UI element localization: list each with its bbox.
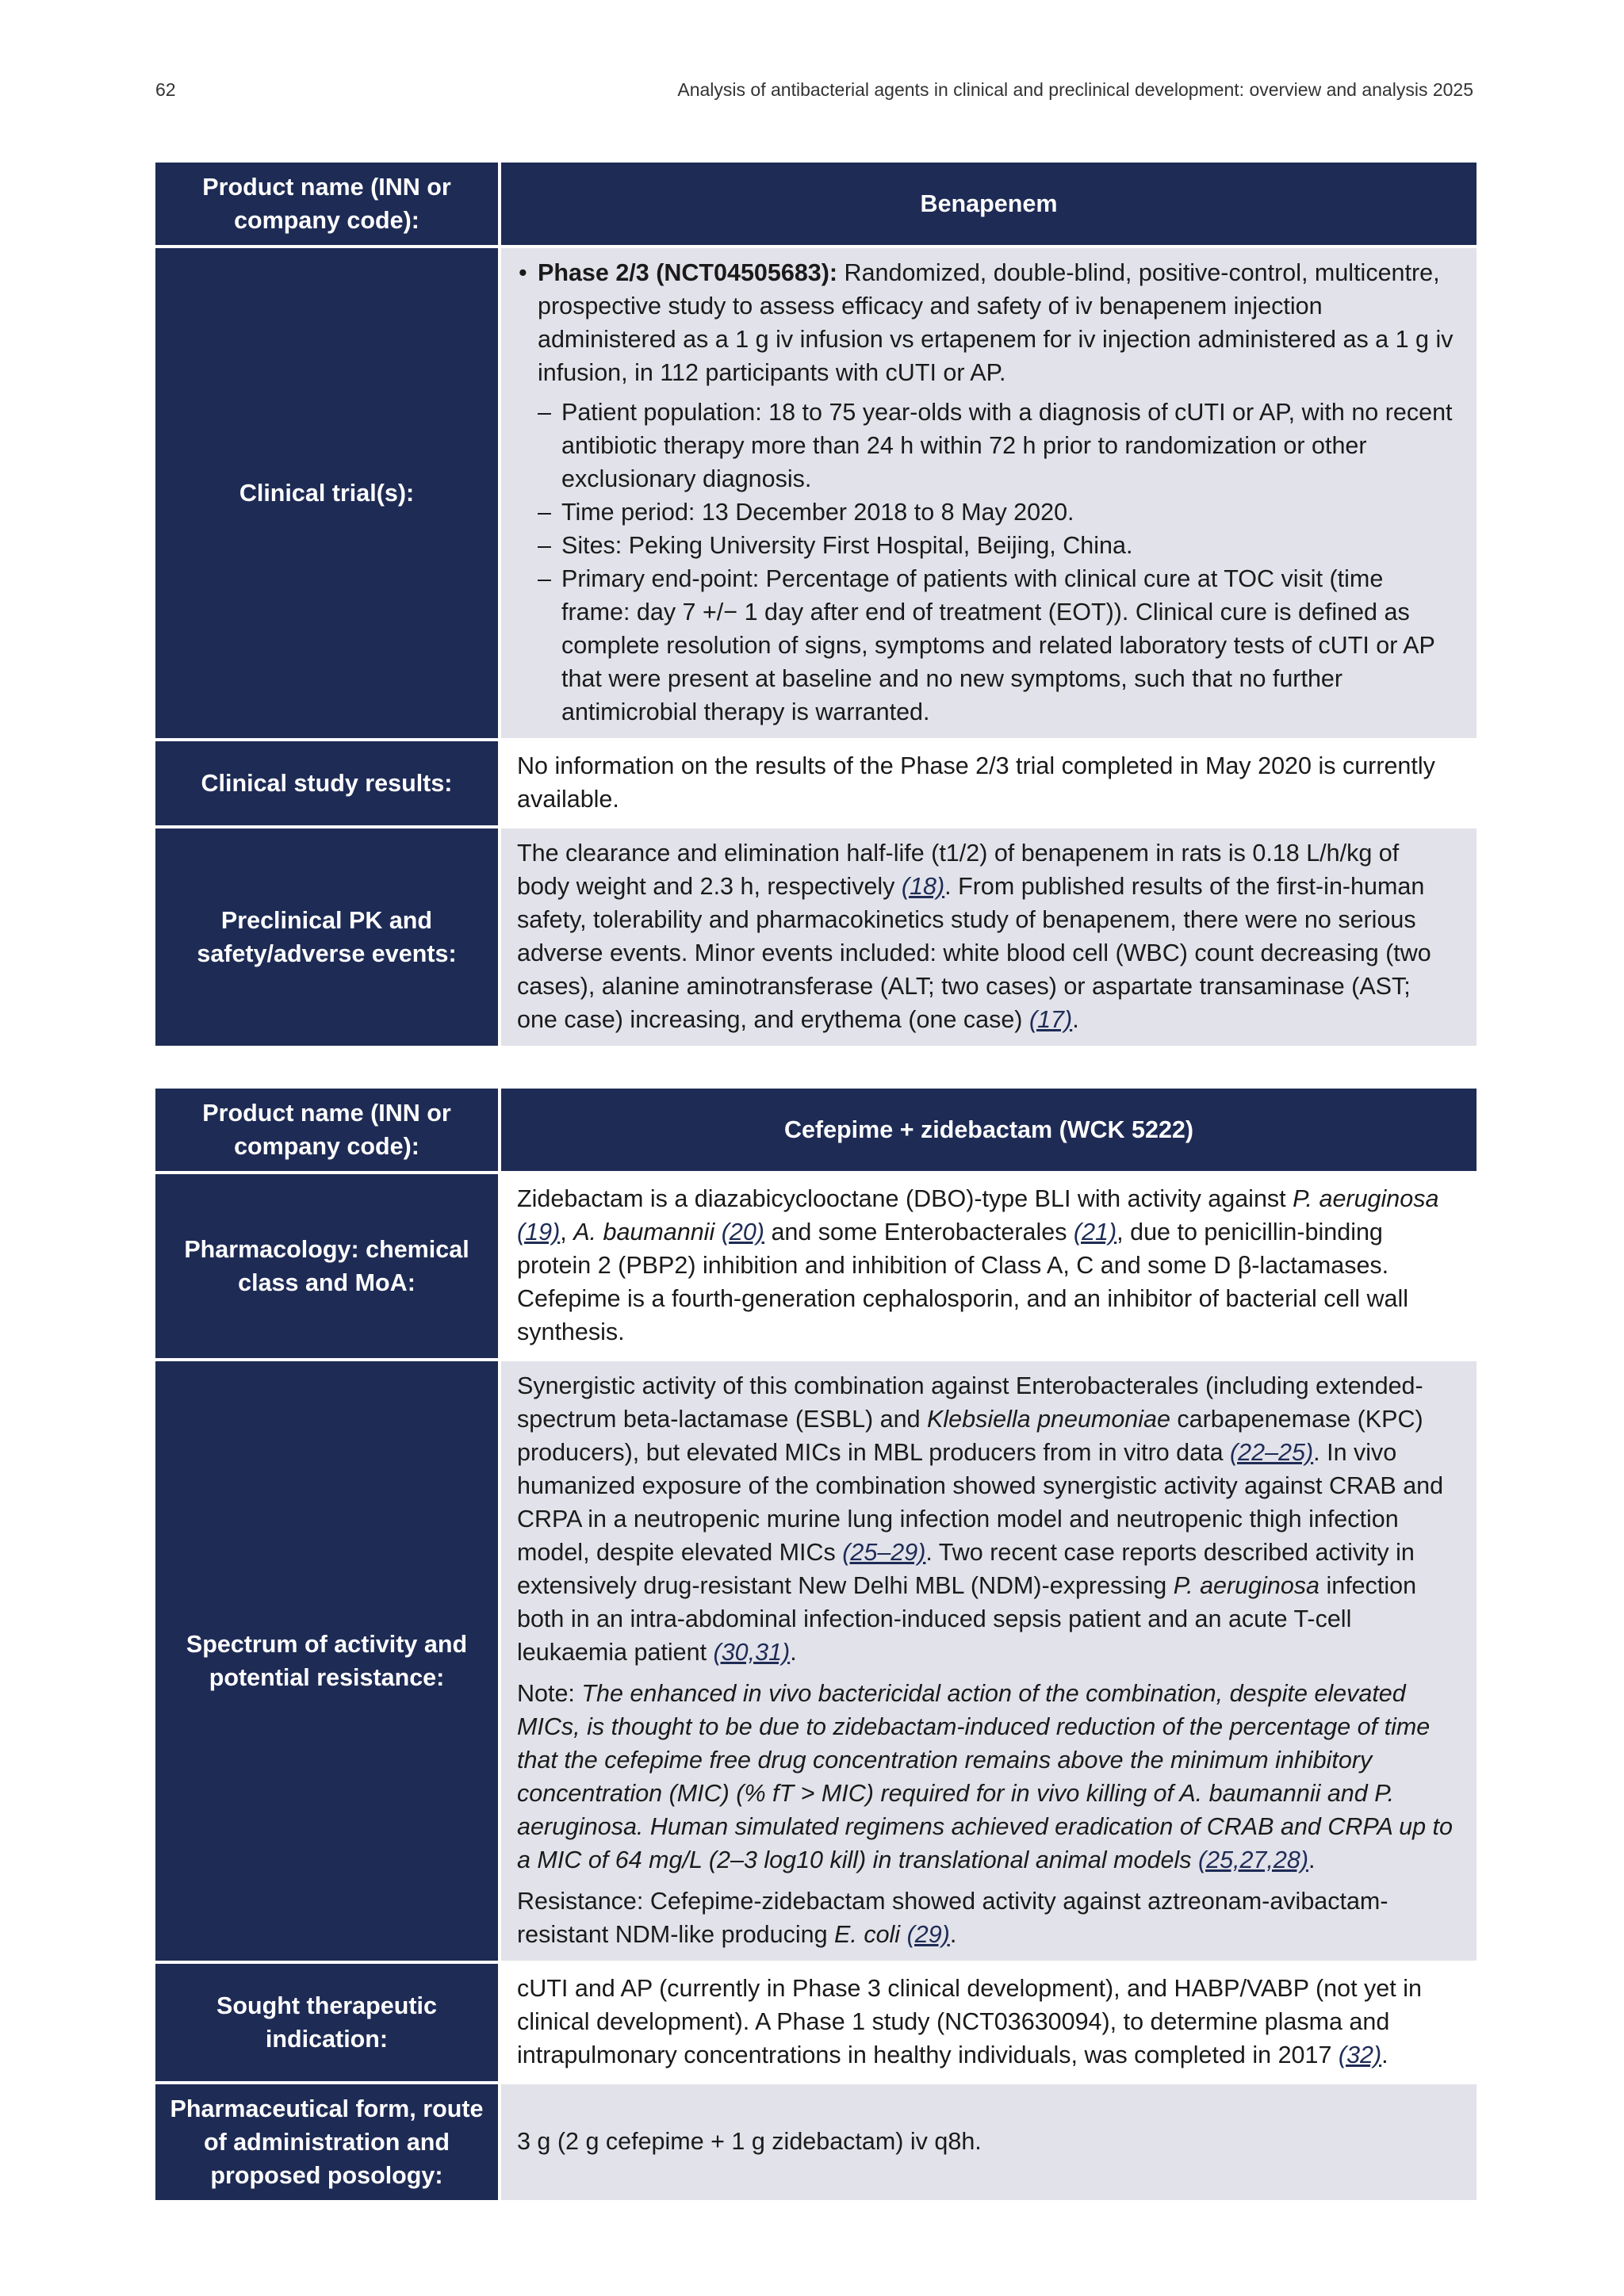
pharmacology-value xyxy=(500,1173,1477,1360)
list-item: – Sites: Peking University First Hospital, Beijing, China. xyxy=(561,529,1457,562)
text-run: . xyxy=(949,1921,957,1948)
product-name-value: Cefepime + zidebactam (WCK 5222) xyxy=(500,1089,1477,1173)
pharmacology-row xyxy=(155,1173,1477,1360)
trial-description: Randomized, double-blind, positive-control, multicentre, prospective study to assess efficacy and safety of iv benapenem injection administered as a 1 g iv infusion vs ertapenem for iv injection administered as a 1 g iv infusion, in 112 participants with cUTI or AP. xyxy=(538,259,1454,386)
spectrum-row xyxy=(155,1360,1477,1962)
text-run: , due to penicillin-binding protein 2 (PBP2) inhibition and inhibition of Class A, C and some D β-lactamases. Cefepime is a fourth-generation cephalosporin, and an inhibitor of bacterial cell wall synthesis. xyxy=(517,1219,1409,1345)
reference-link[interactable]: (30,31) xyxy=(713,1639,791,1666)
product-name-row xyxy=(155,1089,1477,1173)
reference-link[interactable]: (29) xyxy=(906,1921,950,1948)
clinical-results-value: No information on the results of the Phase 2/3 trial completed in May 2020 is currently available. xyxy=(500,740,1477,827)
text-run: . xyxy=(1308,1846,1316,1873)
note-text: The enhanced in vivo bactericidal action of the combination, despite elevated MICs, is thought to be due to zidebactam-induced reduction of the percentage of time that the cefepime free drug concentration remains above the minimum inhibitory concentration (MIC) (% fT > MIC) required for in vivo killing of A. baumannii and P. aeruginosa. Human simulated regimens achieved eradication of CRAB and CRPA up to a MIC of 64 mg/L (2–3 log10 kill) in translational animal models xyxy=(517,1680,1453,1873)
note-label: Note: xyxy=(517,1680,582,1707)
clinical-trials-row xyxy=(155,247,1477,740)
reference-link[interactable]: (21) xyxy=(1073,1219,1117,1246)
spectrum-paragraph xyxy=(517,1369,1457,1669)
trial-bullet xyxy=(538,256,1457,389)
list-item: – Time period: 13 December 2018 to 8 May 2020. xyxy=(561,496,1457,529)
clinical-results-label: Clinical study results: xyxy=(155,740,500,827)
reference-link[interactable]: (32) xyxy=(1338,2042,1382,2068)
pharmaceutical-form-label: Pharmaceutical form, route of administration and proposed posology: xyxy=(155,2083,500,2200)
reference-link[interactable]: (25–29) xyxy=(842,1539,926,1566)
spectrum-value xyxy=(500,1360,1477,1962)
text-run: . From published results of the first-in-human safety, tolerability and pharmacokinetics study of benapenem, there were no serious adverse events. Minor events included: white blood cell (WBC) count decreasing (two cases), alanine aminotransferase (ALT; two cases) or aspartate transaminase (AST; one case) increasing, and erythema (one case) xyxy=(517,873,1431,1033)
page-number: 62 xyxy=(155,79,176,100)
product-name-value: Benapenem xyxy=(500,163,1477,247)
text-run: Zidebactam is a diazabicyclooctane (DBO)-type BLI with activity against xyxy=(517,1185,1293,1212)
trial-id: Phase 2/3 (NCT04505683): xyxy=(538,259,838,286)
cefepime-zidebactam-table xyxy=(155,1089,1477,2200)
text-run: The clearance and elimination half-life (t1/2) of benapenem in rats is 0.18 L/h/kg of body weight and 2.3 h, respectively xyxy=(517,840,1400,900)
species-name: P. aeruginosa xyxy=(1173,1572,1320,1599)
text-run: Synergistic activity of this combination against Enterobacterales (including extended-spectrum beta-lactamase (ESBL) and xyxy=(517,1372,1423,1433)
reference-link[interactable]: (20) xyxy=(721,1219,764,1246)
pharmaceutical-form-row xyxy=(155,2083,1477,2200)
text-run: Resistance: Cefepime-zidebactam showed activity against aztreonam-avibactam-resistant NDM-like producing xyxy=(517,1888,1388,1948)
pharmacology-label: Pharmacology: chemical class and MoA: xyxy=(155,1173,500,1360)
preclinical-label: Preclinical PK and safety/adverse events: xyxy=(155,827,500,1046)
text-run: cUTI and AP (currently in Phase 3 clinical development), and HABP/VABP (not yet in clinical development). A Phase 1 study (NCT03630094), to determine plasma and intrapulmonary concentrations in healthy individuals, was completed in 2017 xyxy=(517,1975,1422,2068)
benapenem-table xyxy=(155,163,1477,1046)
list-item: – Patient population: 18 to 75 year-olds with a diagnosis of cUTI or AP, with no recent antibiotic therapy more than 24 h within 72 h prior to randomization or other exclusionary diagnosis. xyxy=(561,396,1457,496)
note-paragraph xyxy=(517,1677,1457,1877)
reference-link[interactable]: (17) xyxy=(1028,1006,1073,1033)
text-run: and some Enterobacterales xyxy=(764,1219,1074,1246)
indication-value xyxy=(500,1962,1477,2083)
text-run: carbapenemase (KPC) producers), but elevated MICs in MBL producers from in vitro data xyxy=(517,1406,1423,1466)
text-run: . xyxy=(790,1639,797,1666)
clinical-results-row xyxy=(155,740,1477,827)
species-name: Klebsiella pneumoniae xyxy=(927,1406,1170,1433)
trial-bullet-list xyxy=(517,256,1457,389)
text-run: , xyxy=(560,1219,574,1246)
reference-link[interactable]: (25,27,28) xyxy=(1197,1846,1308,1873)
preclinical-value xyxy=(500,827,1477,1046)
species-name: E. coli xyxy=(834,1921,901,1948)
product-name-label: Product name (INN or company code): xyxy=(155,1089,500,1173)
spectrum-label: Spectrum of activity and potential resistance: xyxy=(155,1360,500,1962)
preclinical-row xyxy=(155,827,1477,1046)
clinical-trials-label: Clinical trial(s): xyxy=(155,247,500,740)
clinical-trials-value xyxy=(500,247,1477,740)
list-item: – Primary end-point: Percentage of patients with clinical cure at TOC visit (time frame: day 7 +/− 1 day after end of treatment (EOT)). Clinical cure is defined as complete resolution of signs, symptoms and related laboratory tests of cUTI or AP that were present at baseline and no new symptoms, such that no further antimicrobial therapy is warranted. xyxy=(561,562,1457,729)
product-name-label: Product name (INN or company code): xyxy=(155,163,500,247)
species-name: P. aeruginosa xyxy=(1293,1185,1439,1212)
indication-label: Sought therapeutic indication: xyxy=(155,1962,500,2083)
product-name-row xyxy=(155,163,1477,247)
text-run: . xyxy=(1072,1006,1079,1033)
text-run: infection both in an intra-abdominal infection-induced sepsis patient and an acute T-cell leukaemia patient xyxy=(517,1572,1417,1666)
text-run: . xyxy=(1381,2042,1388,2068)
page-header xyxy=(155,79,1473,111)
text-run: . Two recent case reports described activity in extensively drug-resistant New Delhi MBL (NDM)-expressing xyxy=(517,1539,1415,1599)
reference-link[interactable]: (18) xyxy=(901,873,945,900)
species-name: A. baumannii xyxy=(573,1219,715,1246)
pharmaceutical-form-value: 3 g (2 g cefepime + 1 g zidebactam) iv q8h. xyxy=(500,2083,1477,2200)
reference-link[interactable]: (22–25) xyxy=(1230,1439,1314,1466)
reference-link[interactable]: (19) xyxy=(517,1219,561,1246)
trial-details-list xyxy=(517,396,1457,729)
text-run: . In vivo humanized exposure of the combination showed synergistic activity against CRAB and CRPA in a neutropenic murine lung infection model and neutropenic thigh infection model, despite elevated MICs xyxy=(517,1439,1444,1566)
running-title: Analysis of antibacterial agents in clinical and preclinical development: overview and analysis 2025 xyxy=(677,79,1473,100)
resistance-paragraph xyxy=(517,1885,1457,1951)
indication-row xyxy=(155,1962,1477,2083)
